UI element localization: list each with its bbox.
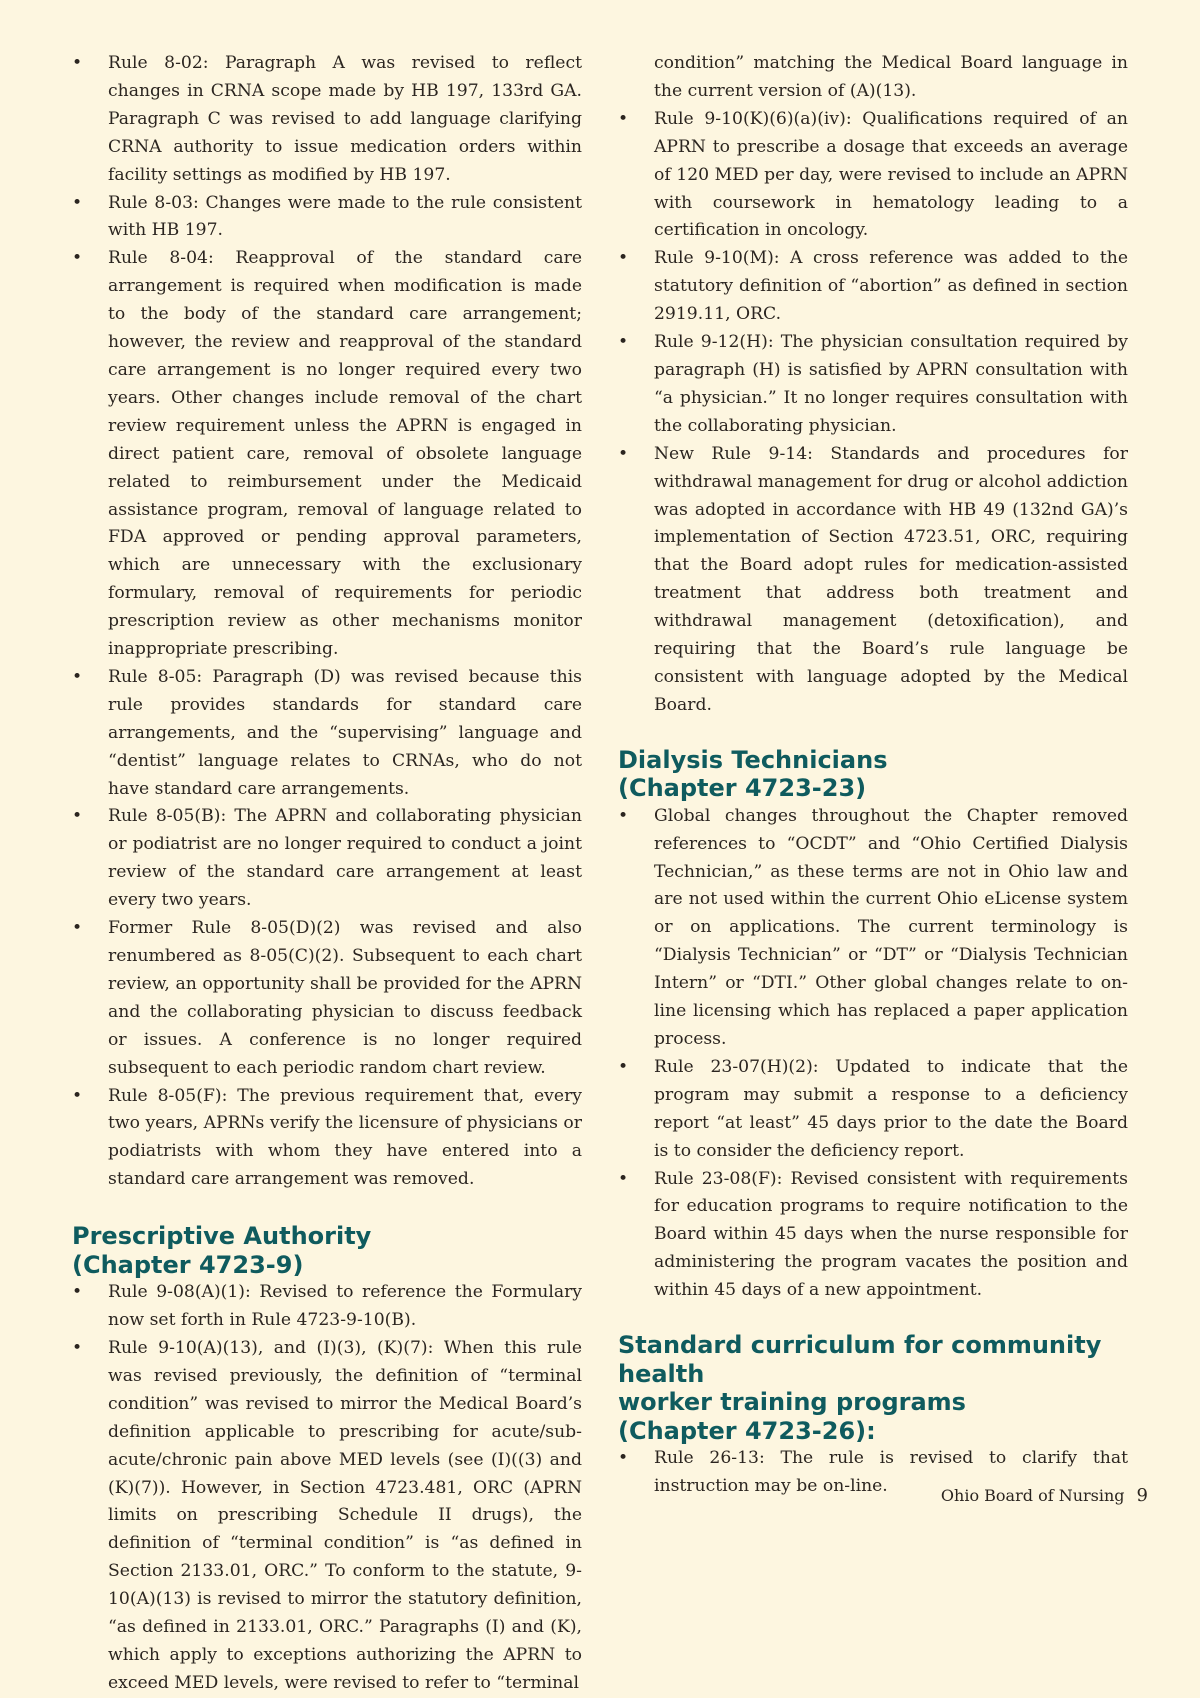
continued-text: condition” matching the Medical Board language in the current version of (A)(13). [654, 53, 1128, 101]
rule-text: Rule 23-07(H)(2): Updated to indicate that the program may submit a response to a deficiency report “at least” 45 days prior to the date the Board is to consider the deficiency report. [654, 1056, 1128, 1161]
bullet-icon: • [618, 1168, 629, 1189]
list-item [72, 1083, 582, 1195]
rule-text: Rule 8-04: Reapproval of the standard care arrangement is required when modification is made to the body of the standard care arrangement; however, the review and reapproval of the standard care arrangement is no longer required every two years. Other changes include removal of the chart review requirement unless the APRN is engaged in direct patient care, removal of obsolete language related to reimbursement under the Medicaid assistance program, removal of language related to FDA approved or pending approval parameters, which are unnecessary with the exclusionary formulary, removal of requirements for periodic prescription review as other mechanisms monitor inappropriate prescribing. [108, 248, 582, 660]
list-item [72, 1335, 582, 1698]
heading-line: Standard curriculum for community health [618, 1331, 1102, 1388]
list-item [618, 245, 1128, 329]
list-item [618, 441, 1128, 720]
left-column [72, 50, 582, 1698]
page-footer [941, 1485, 1148, 1506]
rule-text: Rule 8-05(F): The previous requirement that, every two years, APRNs verify the licensure of physicians or podiatrists with whom they have entered into a standard care arrangement was removed. [108, 1085, 582, 1190]
bullet-icon: • [618, 1056, 629, 1077]
rule-text: Rule 8-05: Paragraph (D) was revised because this rule provides standards for standard care arrangements, and the “supervising” language and “dentist” language relates to CRNAs, who do not have standard care arrangements. [108, 666, 582, 799]
list-item [72, 190, 582, 246]
list-item [618, 329, 1128, 441]
section-heading-prescriptive-authority [72, 1222, 582, 1279]
list-item [72, 803, 582, 915]
section-heading-community-health-worker [618, 1331, 1128, 1445]
rule-text: Rule 8-03: Changes were made to the rule consistent with HB 197. [108, 192, 582, 241]
rule-list [72, 50, 582, 1194]
rule-text: Rule 9-10(K)(6)(a)(iv): Qualifications required of an APRN to prescribe a dosage that exceeds an average of 120 MED per day, were revised to include an APRN with coursework in hematology leading to a certification in oncology. [654, 108, 1128, 241]
rule-text: Rule 9-12(H): The physician consultation required by paragraph (H) is satisfied by APRN consultation with “a physician.” It no longer requires consultation with the collaborating physician. [654, 332, 1128, 436]
rule-text: Rule 23-08(F): Revised consistent with requirements for education programs to require notification to the Board within 45 days when the nurse responsible for administering the program vacates the position and within 45 days of a new appointment. [654, 1168, 1128, 1301]
list-item [618, 1166, 1128, 1306]
bullet-icon: • [72, 666, 83, 687]
bullet-icon: • [72, 53, 83, 73]
rule-text: Rule 26-13: The rule is revised to clarify that instruction may be on-line. [654, 1448, 1128, 1496]
rule-text: Rule 9-08(A)(1): Revised to reference the Formulary now set forth in Rule 4723-9-10(B). [108, 1282, 582, 1331]
list-item [72, 664, 582, 804]
heading-line: Prescriptive Authority [72, 1222, 372, 1251]
bullet-icon: • [618, 248, 629, 269]
heading-line: Dialysis Technicians [618, 745, 888, 774]
list-item [618, 106, 1128, 246]
bullet-icon: • [618, 443, 629, 464]
rule-text: Rule 9-10(A)(13), and (I)(3), (K)(7): When this rule was revised previously, the definition of “terminal condition” was revised to mirror the Medical Board’s definition applicable to prescribing for acute/sub-acute/chronic pain above MED levels (see (I)((3) and (K)(7)). However, in Section 4723.481, ORC (APRN limits on prescribing Schedule II drugs), the definition of “terminal condition” is “as defined in Section 2133.01, ORC.” To conform to the statute, 9-10(A)(13) is revised to mirror the statutory definition, “as defined in 2133.01, ORC.” Paragraphs (I) and (K), which apply to exceptions authorizing the APRN to exceed MED levels, were revised to refer to “terminal [108, 1337, 582, 1693]
bullet-icon: • [72, 248, 83, 269]
rule-text: New Rule 9-14: Standards and procedures for withdrawal management for drug or alcohol addiction was adopted in accordance with HB 49 (132nd GA)’s implementation of Section 4723.51, ORC, requiring that the Board adopt rules for medication-assisted treatment that address both treatment and withdrawal management (detoxification), and requiring that the Board’s rule language be consistent with language adopted by the Medical Board. [654, 443, 1128, 715]
bullet-icon: • [72, 1282, 83, 1303]
rule-text: Rule 9-10(M): A cross reference was added to the statutory definition of “abortion” as defined in section 2919.11, ORC. [654, 248, 1128, 325]
heading-line: (Chapter 4723-9) [72, 1250, 304, 1279]
bullet-icon: • [72, 1337, 83, 1358]
rule-text: Global changes throughout the Chapter removed references to “OCDT” and “Ohio Certified Dialysis Technician,” as these terms are not in Ohio law and are not used within the current Ohio eLicense system or on applications. The current terminology is “Dialysis Technician” or “DT” or “Dialysis Technician Intern” or “DTI.” Other global changes relate to on-line licensing which has replaced a paper application process. [654, 805, 1128, 1049]
right-column [618, 50, 1128, 1501]
rule-list [618, 803, 1128, 1305]
list-item [72, 915, 582, 1082]
list-item [72, 50, 582, 190]
rule-list [72, 1279, 582, 1698]
bullet-icon: • [72, 806, 83, 827]
heading-line: worker training programs [618, 1388, 966, 1417]
bullet-icon: • [72, 192, 83, 213]
list-item [72, 245, 582, 664]
page-number: 9 [1136, 1485, 1148, 1506]
rule-text: Rule 8-02: Paragraph A was revised to reflect changes in CRNA scope made by HB 197, 133rd GA. Paragraph C was revised to add language clarifying CRNA authority to issue medication orders within facility settings as modified by HB 197. [108, 53, 582, 185]
heading-line: (Chapter 4723-23) [618, 774, 867, 803]
rule-text: Rule 8-05(B): The APRN and collaborating physician or podiatrist are no longer required to conduct a joint review of the standard care arrangement at least every two years. [108, 806, 582, 911]
bullet-icon: • [72, 1085, 83, 1106]
list-item [618, 1054, 1128, 1166]
list-item [72, 1279, 582, 1335]
bullet-icon: • [72, 918, 83, 939]
rule-text: Former Rule 8-05(D)(2) was revised and also renumbered as 8-05(C)(2). Subsequent to each chart review, an opportunity shall be provided for the APRN and the collaborating physician to discuss feedback or issues. A conference is no longer required subsequent to each periodic random chart review. [108, 918, 582, 1078]
publisher-name: Ohio Board of Nursing [940, 1486, 1125, 1505]
section-heading-dialysis-technicians [618, 746, 1128, 803]
list-item [618, 803, 1128, 1054]
rule-list [618, 106, 1128, 720]
bullet-icon: • [618, 108, 629, 129]
heading-line: (Chapter 4723-26): [618, 1416, 876, 1445]
bullet-icon: • [618, 1448, 629, 1469]
bullet-icon: • [618, 332, 629, 353]
bullet-icon: • [618, 805, 629, 826]
